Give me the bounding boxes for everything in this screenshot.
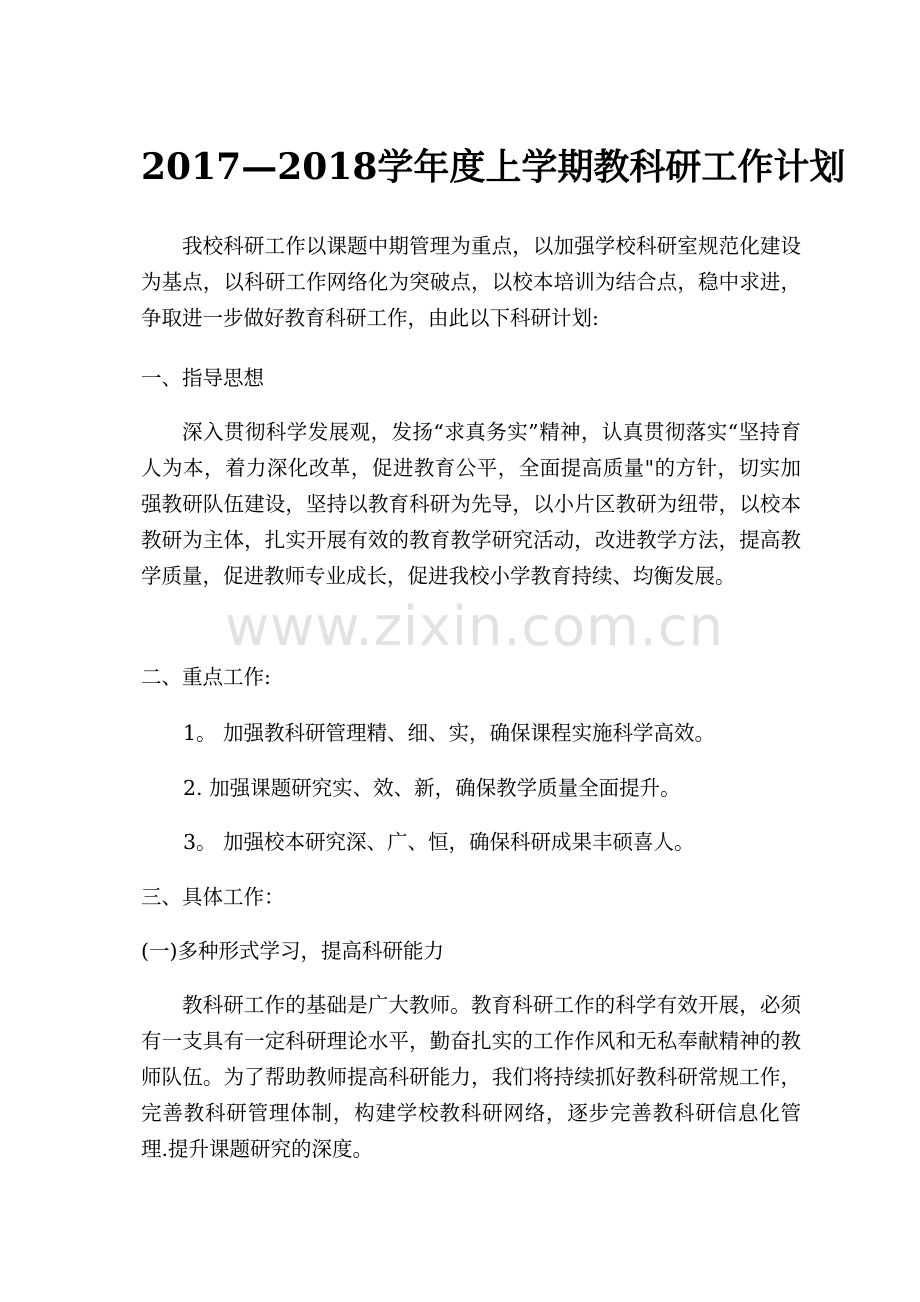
document-title: 2017—2018学年度上学期教科研工作计划 <box>141 146 846 188</box>
section1-paragraph: 深入贯彻科学发展观，发扬“求真务实”精神，认真贯彻落实“坚持育人为本，着力深化改革，促进教育公平，全面提高质量"的方针，切实加强教研队伍建设，坚持以教育科研为先导，以小片区教研为纽带，以校本教研为主体，扎实开展有效的教育教学研究活动，改进教学方法，提高教学质量，促进教师专业成长，促进我校小学教育持续、均衡发展。 <box>141 420 801 588</box>
section1-heading: 一、指导思想 <box>141 366 264 390</box>
section2-heading: 二、重点工作: <box>141 665 271 689</box>
section3-heading: 三、具体工作： <box>141 885 285 909</box>
subsection1-heading: (一)多种形式学习，提高科研能力 <box>141 939 444 963</box>
key-item-2: 2. 加强课题研究实、效、新，确保教学质量全面提升。 <box>183 776 681 800</box>
key-item-3: 3。 加强校本研究深、广、恒，确保科研成果丰硕喜人。 <box>183 830 695 854</box>
subsection1-paragraph: 教科研工作的基础是广大教师。教育科研工作的科学有效开展，必须有一支具有一定科研理论水平，勤奋扎实的工作作风和无私奉献精神的教师队伍。为了帮助教师提高科研能力，我们将持续抓好教科研常规工作，完善教科研管理体制，构建学校教科研网络，逐步完善教科研信息化管理.提升课题研究的深度。 <box>141 993 801 1161</box>
key-item-1: 1。 加强教科研管理精、细、实，确保课程实施科学高效。 <box>183 721 716 745</box>
intro-paragraph: 我校科研工作以课题中期管理为重点，以加强学校科研室规范化建设为基点，以科研工作网络化为突破点，以校本培训为结合点，稳中求进，争取进一步做好教育科研工作，由此以下科研计划: <box>141 234 801 330</box>
watermark-text: www.zixin.com.cn <box>225 595 724 658</box>
